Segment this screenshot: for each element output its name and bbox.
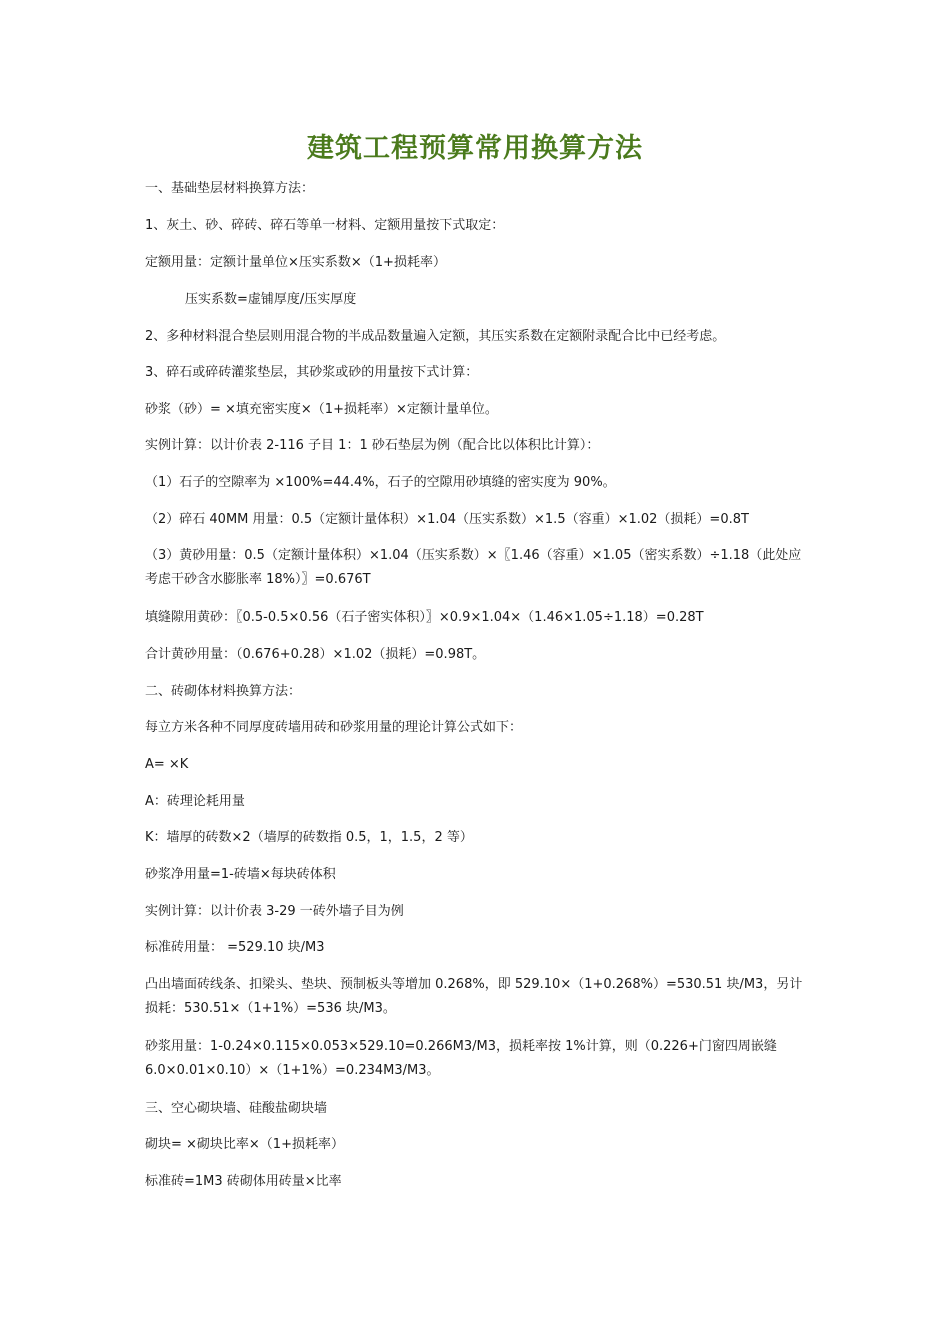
paragraph: 每立方米各种不同厚度砖墙用砖和砂浆用量的理论计算公式如下： [145, 720, 523, 735]
formula-line: 砌块= ×砌块比率×（1+损耗率） [145, 1137, 344, 1152]
paragraph: （2）碎石 40MM 用量：0.5（定额计量体积）×1.04（压实系数）×1.5（容重）×1.02（损耗）=0.8T [145, 512, 749, 527]
document-title: 建筑工程预算常用换算方法 [307, 133, 643, 164]
paragraph: 1、灰土、砂、碎砖、碎石等单一材料、定额用量按下式取定： [145, 218, 505, 233]
formula-line: 砂浆（砂）= ×填充密实度×（1+损耗率）×定额计量单位。 [145, 402, 498, 417]
paragraph: （1）石子的空隙率为 ×100%=44.4%，石子的空隙用砂填缝的密实度为 90%。 [145, 475, 616, 490]
section-heading-2: 二、砖砌体材料换算方法： [145, 684, 302, 699]
formula-line: 砂浆净用量=1-砖墙×每块砖体积 [145, 867, 336, 882]
paragraph: （3）黄砂用量：0.5（定额计量体积）×1.04（压实系数）×〖1.46（容重）×1.05（密实系数）÷1.18（此处应考虑干砂含水膨胀率 18%）〗=0.676T [145, 548, 802, 587]
paragraph: 填缝隙用黄砂：〖0.5-0.5×0.56（石子密实体积）〗×0.9×1.04×（1.46×1.05÷1.18）=0.28T [145, 610, 704, 625]
formula-line: 定额用量：定额计量单位×压实系数×（1+损耗率） [145, 255, 446, 270]
paragraph: K：墙厚的砖数×2（墙厚的砖数指 0.5，1，1.5，2 等） [145, 830, 473, 845]
paragraph: 3、碎石或碎砖灌浆垫层，其砂浆或砂的用量按下式计算： [145, 365, 479, 380]
section-heading-1: 一、基础垫层材料换算方法： [145, 181, 315, 196]
formula-line: A= ×K [145, 757, 189, 772]
paragraph: 实例计算：以计价表 3-29 一砖外墙子目为例 [145, 904, 404, 919]
section-heading-3: 三、空心砌块墙、硅酸盐砌块墙 [145, 1101, 328, 1116]
formula-line: 标准砖=1M3 砖砌体用砖量×比率 [145, 1174, 342, 1189]
paragraph: 凸出墙面砖线条、扣梁头、垫块、预制板头等增加 0.268%，即 529.10×（1+0.268%）=530.51 块/M3，另计损耗：530.51×（1+1%）=536 块/M3。 [145, 977, 803, 1016]
paragraph: 合计黄砂用量：（0.676+0.28）×1.02（损耗）=0.98T。 [145, 647, 486, 662]
paragraph: 实例计算：以计价表 2-116 子目 1：1 砂石垫层为例（配合比以体积比计算）： [145, 438, 600, 453]
paragraph: 2、多种材料混合垫层则用混合物的半成品数量遍入定额，其压实系数在定额附录配合比中已经考虑。 [145, 329, 726, 344]
paragraph: A：砖理论耗用量 [145, 794, 245, 809]
paragraph: 标准砖用量： =529.10 块/M3 [145, 940, 325, 955]
formula-line: 压实系数=虚铺厚度/压实厚度 [185, 292, 357, 307]
paragraph: 砂浆用量：1-0.24×0.115×0.053×529.10=0.266M3/M3，损耗率按 1%计算，则（0.226+门窗四周嵌缝 6.0×0.01×0.10）×（1+1%）=0.234M3/M3。 [145, 1039, 777, 1078]
